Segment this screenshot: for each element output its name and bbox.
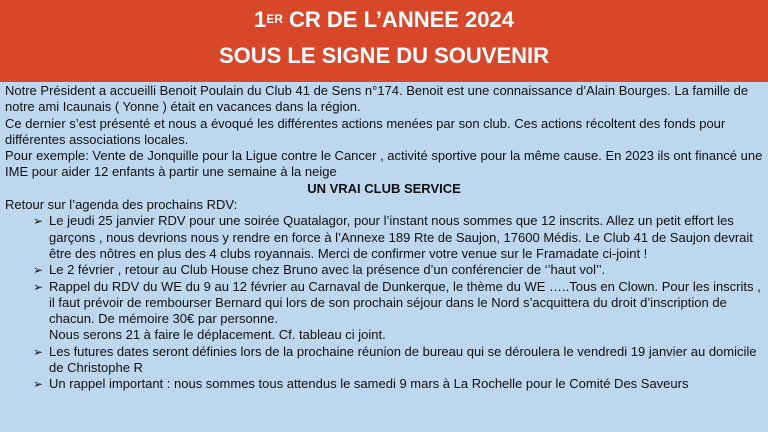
arrow-bullet-icon: ➢ [33, 263, 44, 278]
arrow-bullet-icon: ➢ [33, 214, 44, 229]
agenda-item-text: Un rappel important : nous sommes tous attendus le samedi 9 mars à La Rochelle pour le Comité Des Saveurs [49, 376, 689, 392]
paragraph-actions: Ce dernier s’est présenté et nous a évoqué les différentes actions menées par son club. Ces actions récoltent des fonds pour différentes associations locales. [5, 115, 726, 147]
agenda-list-continued [5, 344, 763, 393]
page-title [0, 6, 768, 34]
title-number: 1 [254, 7, 267, 32]
agenda-item [33, 213, 763, 262]
report-body [5, 83, 763, 393]
arrow-bullet-icon: ➢ [33, 344, 44, 359]
agenda-item-text: Rappel du RDV du WE du 9 au 12 février au Carnaval de Dunkerque, le thème du WE …..Tous en Clown. Pour les inscrits , il faut prévoir de rembourser Bernard qui lors de son prochain séjour dans le Nord s’acquittera du droit d’inscription de chacun. De mémoire 30€ par personne. [49, 278, 761, 327]
agenda-item [33, 344, 763, 377]
page-subtitle: SOUS LE SIGNE DU SOUVENIR [218, 43, 550, 68]
arrow-bullet-icon: ➢ [33, 377, 44, 392]
title-banner [0, 0, 768, 82]
agenda-list [5, 213, 763, 327]
agenda-item [33, 279, 763, 328]
agenda-item [33, 376, 763, 392]
agenda-item-text: Le 2 février , retour au Club House chez Bruno avec la présence d’un conférencier de ‘’haut vol’’. [49, 262, 606, 278]
paragraph-visit: Notre Président a accueilli Benoit Poulain du Club 41 de Sens n°174. Benoit est une connaissance d’Alain Bourges. La famille de notre ami Icaunais ( Yonne ) était en vacances dans la région. [5, 83, 749, 115]
agenda-note: Nous serons 21 à faire le déplacement. Cf. tableau ci joint. [49, 327, 386, 343]
agenda-intro: Retour sur l’agenda des prochains RDV: [5, 197, 238, 213]
section-heading: UN VRAI CLUB SERVICE [307, 180, 461, 196]
agenda-item-text: Les futures dates seront définies lors de la prochaine réunion de bureau qui se déroulera le vendredi 19 janvier au domicile de Christophe R [49, 343, 757, 376]
title-text: CR DE L’ANNEE 2024 [282, 7, 514, 32]
arrow-bullet-icon: ➢ [33, 279, 44, 294]
agenda-item [33, 262, 763, 278]
agenda-item-text: Le jeudi 25 janvier RDV pour une soirée Quatalagor, pour l’instant nous sommes que 12 inscrits. Allez un petit effort les garçons , nous devrions nous y rendre en force à l’Annexe 189 Rte de Saujon, 17600 Médis. Le Club 41 de Saujon devrait être des nôtres en plus des 4 clubs royannais. Merci de confirmer votre venue sur le Framadate ci-joint ! [49, 213, 753, 261]
paragraph-example: Pour exemple: Vente de Jonquille pour la Ligue contre le Cancer , activité sportive pour la même cause. En 2023 ils ont financé une IME pour aider 12 enfants à partir une semaine à la neige [5, 148, 763, 180]
title-ordinal: ER [266, 12, 283, 26]
